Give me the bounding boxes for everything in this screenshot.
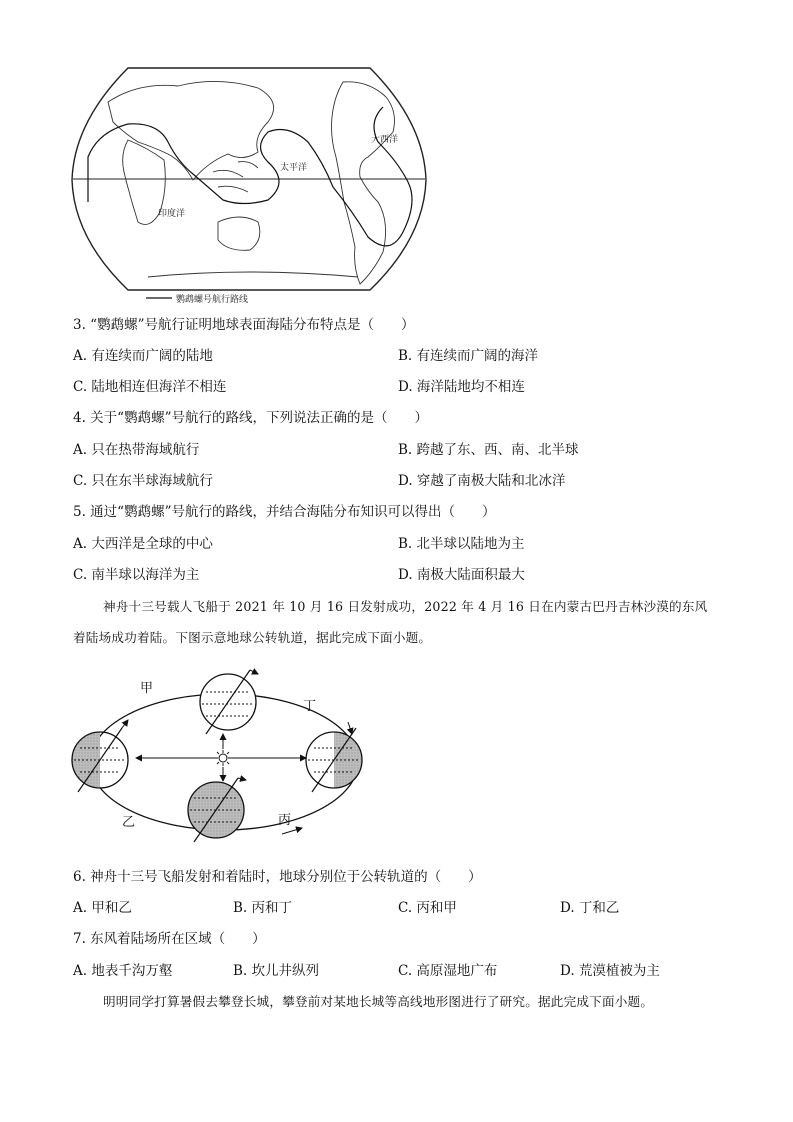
revolution-direction-arrow bbox=[282, 828, 302, 834]
world-map-figure bbox=[68, 62, 430, 308]
question-5-option-c: C. 南半球以海洋为主 bbox=[73, 567, 200, 583]
earth-position-top bbox=[200, 670, 258, 734]
question-5-option-a: A. 大西洋是全球的中心 bbox=[73, 536, 213, 552]
earth-position-right bbox=[306, 722, 362, 792]
question-7-option-d: D. 荒漠植被为主 bbox=[560, 963, 660, 979]
question-3-option-d: D. 海洋陆地均不相连 bbox=[398, 379, 525, 395]
question-4-option-c: C. 只在东半球海域航行 bbox=[73, 473, 213, 489]
nautilus-route bbox=[88, 107, 412, 246]
question-3-option-c: C. 陆地相连但海洋不相连 bbox=[73, 379, 227, 395]
question-6-option-a: A. 甲和乙 bbox=[73, 900, 132, 916]
question-7-option-b: B. 坎儿井纵列 bbox=[233, 963, 320, 979]
earth-position-left bbox=[72, 720, 128, 792]
label-ding: 丁 bbox=[303, 699, 317, 714]
question-4-stem: 4. 关于“鹦鹉螺”号航行的路线，下列说法正确的是（ ） bbox=[73, 410, 428, 426]
sun-icon bbox=[215, 750, 231, 766]
label-pacific: 太平洋 bbox=[280, 163, 308, 173]
earth-position-bottom bbox=[188, 778, 246, 842]
question-3-option-a: A. 有连续而广阔的陆地 bbox=[73, 348, 213, 364]
question-7-stem: 7. 东风着陆场所在区域（ ） bbox=[73, 931, 266, 947]
question-4-option-b: B. 跨越了东、西、南、北半球 bbox=[398, 442, 579, 458]
question-6-option-b: B. 丙和丁 bbox=[233, 900, 293, 916]
question-6-stem: 6. 神舟十三号飞船发射和着陆时，地球分别位于公转轨道的（ ） bbox=[73, 869, 482, 885]
passage-1-line-2: 着陆场成功着陆。下图示意地球公转轨道，据此完成下面小题。 bbox=[73, 630, 432, 645]
passage-1-line-1: 神舟十三号载人飞船于 2021 年 10 月 16 日发射成功，2022 年 4 月 16 日在内蒙古巴丹吉林沙漠的东风 bbox=[103, 599, 708, 614]
question-3-option-b: B. 有连续而广阔的海洋 bbox=[398, 348, 539, 364]
label-yi: 乙 bbox=[122, 815, 136, 830]
question-4-option-a: A. 只在热带海域航行 bbox=[73, 442, 200, 458]
question-5-option-b: B. 北半球以陆地为主 bbox=[398, 536, 525, 552]
label-atlantic: 大西洋 bbox=[371, 135, 399, 145]
question-5-option-d: D. 南极大陆面积最大 bbox=[398, 567, 525, 583]
label-indian: 印度洋 bbox=[158, 209, 186, 219]
label-bing: 丙 bbox=[278, 813, 292, 828]
question-5-stem: 5. 通过“鹦鹉螺”号航行的路线，并结合海陆分布知识可以得出（ ） bbox=[73, 504, 496, 520]
question-3-stem: 3. “鹦鹉螺”号航行证明地球表面海陆分布特点是（ ） bbox=[73, 317, 415, 333]
question-6-option-d: D. 丁和乙 bbox=[560, 900, 620, 916]
question-7-option-a: A. 地表千沟万壑 bbox=[73, 963, 173, 979]
question-7-option-c: C. 高原湿地广布 bbox=[398, 963, 498, 979]
question-4-option-d: D. 穿越了南极大陆和北冰洋 bbox=[398, 473, 566, 489]
orbit-figure bbox=[66, 662, 372, 862]
map-legend: 鹦鹉螺号航行路线 bbox=[176, 295, 249, 305]
passage-2: 明明同学打算暑假去攀登长城，攀登前对某地长城等高线地形图进行了研究。据此完成下面小题。 bbox=[103, 994, 654, 1009]
question-6-option-c: C. 丙和甲 bbox=[398, 900, 457, 916]
label-jia: 甲 bbox=[140, 681, 154, 696]
